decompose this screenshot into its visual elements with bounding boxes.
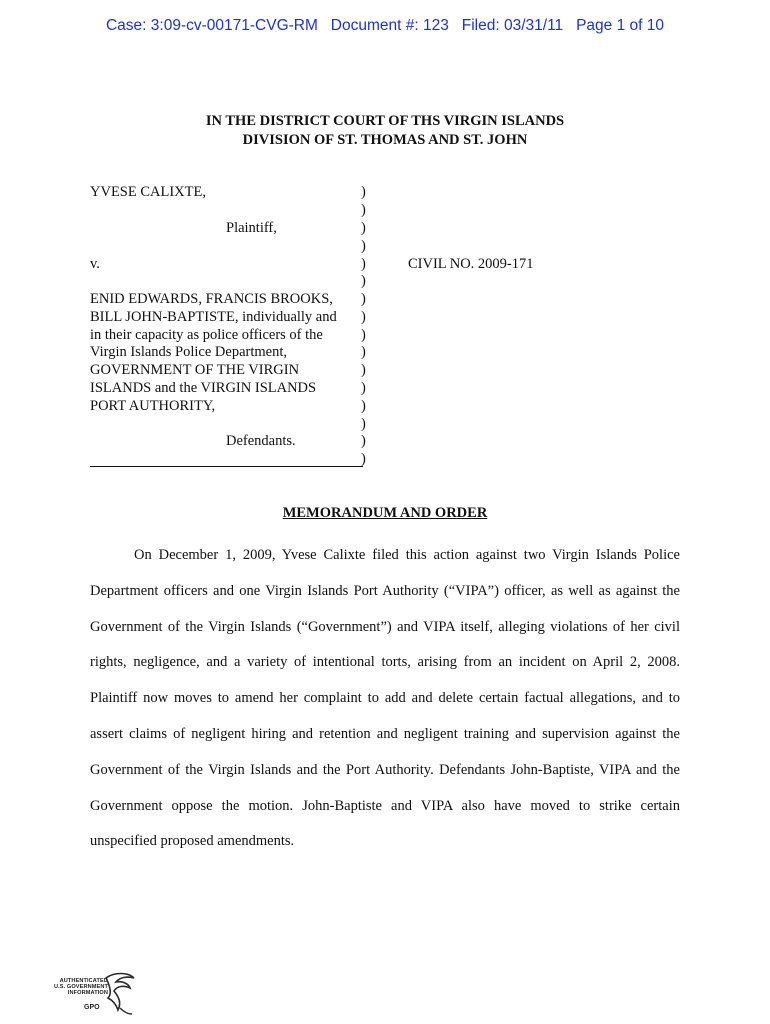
caption-paren: ) [361,291,366,307]
defendant-line: BILL JOHN-BAPTISTE, individually and [90,309,337,325]
body-paragraph-text: On December 1, 2009, Yvese Calixte filed this action against two Virgin Islands Police Department officers and one Virgin Islands Port Authority (“VIPA”) officer, as well as against the Government of the Virgin Islands (“Government”) and VIPA itself, alleging violations of her civil rights, negligence, and a variety of intentional torts, arising from an incident on April 2, 2008. Plaintiff now moves to amend her complaint to add and delete certain factual allegations, and to assert claims of negligent hiring and retention and negligent training and supervision against the Government of the Virgin Islands and the Port Authority. Defendants John-Baptiste, VIPA and the Government oppose the motion. John-Baptiste and VIPA also have moved to strike certain unspecified proposed amendments. [90,547,680,850]
defendants-role: Defendants. [226,433,296,449]
caption-paren: ) [361,380,366,396]
caption-paren: ) [361,416,366,432]
logo-line: AUTHENTICATED [59,978,108,984]
defendant-line: ISLANDS and the VIRGIN ISLANDS [90,380,317,396]
caption-paren: ) [361,184,366,200]
document-title-text: MEMORANDUM AND ORDER [282,505,488,521]
logo-line: U.S. GOVERNMENT [53,984,108,991]
caption-paren: ) [361,220,366,236]
caption-paren: ) [361,327,366,343]
case-header-stamp: Case: 3:09-cv-00171-CVG-RM Document #: 123 Filed: 03/31/11 Page 1 of 10 [105,17,664,34]
court-division: DIVISION OF ST. THOMAS AND ST. JOHN [242,132,528,148]
document-title [0,505,770,522]
plaintiff-name: YVESE CALIXTE, [90,184,206,200]
gpo-logo-text [44,978,108,997]
caption-paren: ) [361,202,366,218]
caption-paren: ) [361,398,366,414]
caption-paren: ) [361,238,366,254]
caption-paren: ) [361,433,366,449]
caption-paren: ) [361,344,366,360]
versus: v. [90,256,100,272]
court-heading [0,112,770,150]
gpo-authenticated-logo [44,972,134,1018]
defendant-line: ENID EDWARDS, FRANCIS BROOKS, [90,291,333,307]
caption-paren: ) [361,309,366,325]
logo-line: INFORMATION [67,990,108,997]
caption-paren: ) [361,451,366,467]
court-name: IN THE DISTRICT COURT OF THS VIRGIN ISLANDS [205,113,565,129]
defendant-line: GOVERNMENT OF THE VIRGIN [90,362,300,378]
plaintiff-role: Plaintiff, [226,220,277,236]
caption-paren: ) [361,362,366,378]
caption-paren: ) [361,273,366,289]
defendant-line: in their capacity as police officers of the [90,327,323,343]
caption-paren: ) [361,256,366,272]
civil-number: CIVIL NO. 2009-171 [408,256,534,272]
caption-underline [90,466,363,467]
body-paragraph [90,538,680,860]
eagle-icon [102,972,138,1018]
defendant-line: Virgin Islands Police Department, [90,344,287,360]
gpo-mark-text: GPO [84,1004,100,1011]
defendant-line: PORT AUTHORITY, [90,398,216,414]
